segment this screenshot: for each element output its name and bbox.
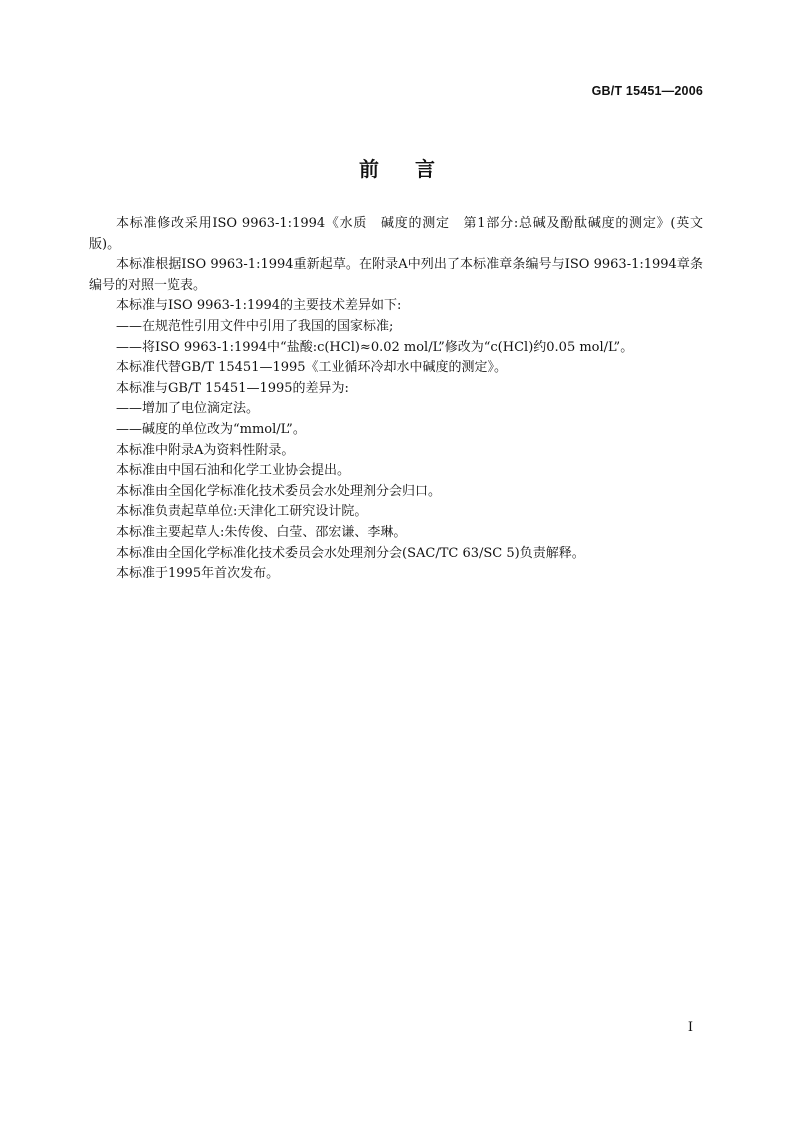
paragraph: 本标准与ISO 9963-1:1994的主要技术差异如下: [116, 298, 402, 314]
paragraph: 本标准负责起草单位:天津化工研究设计院。 [116, 504, 368, 520]
foreword-body [89, 214, 703, 585]
paragraph: 本标准由全国化学标准化技术委员会水处理剂分会(SAC/TC 63/SC 5)负责解释。 [116, 545, 585, 561]
list-item: ——碱度的单位改为“mmol/L”。 [116, 421, 306, 437]
paragraph: 本标准由中国石油和化学工业协会提出。 [116, 463, 351, 479]
list-item: ——将ISO 9963-1:1994中“盐酸:c(HCl)≈0.02 mol/L”修改为“c(HCl)约0.05 mol/L”。 [116, 339, 634, 355]
list-item: ——增加了电位滴定法。 [116, 401, 260, 417]
standard-number: GB/T 15451—2006 [591, 84, 703, 98]
paragraph: 本标准代替GB/T 15451—1995《工业循环冷却水中碱度的测定》。 [116, 360, 508, 376]
page-number: I [687, 1020, 693, 1035]
paragraph: 本标准中附录A为资料性附录。 [116, 442, 295, 458]
list-item: ——在规范性引用文件中引用了我国的国家标准; [116, 318, 394, 334]
paragraph: 本标准于1995年首次发布。 [116, 566, 280, 582]
page-title: 前言 [359, 157, 471, 181]
paragraph: 本标准与GB/T 15451—1995的差异为: [116, 380, 349, 396]
paragraph: 本标准由全国化学标准化技术委员会水处理剂分会归口。 [116, 483, 442, 499]
paragraph: 本标准根据ISO 9963-1:1994重新起草。在附录A中列出了本标准章条编号与ISO 9963-1:1994章条编号的对照一览表。 [89, 257, 703, 293]
paragraph: 本标准主要起草人:朱传俊、白莹、邵宏谦、李琳。 [116, 524, 407, 540]
paragraph: 本标准修改采用ISO 9963-1:1994《水质 碱度的测定 第1部分:总碱及酚酞碱度的测定》(英文版)。 [89, 216, 704, 252]
